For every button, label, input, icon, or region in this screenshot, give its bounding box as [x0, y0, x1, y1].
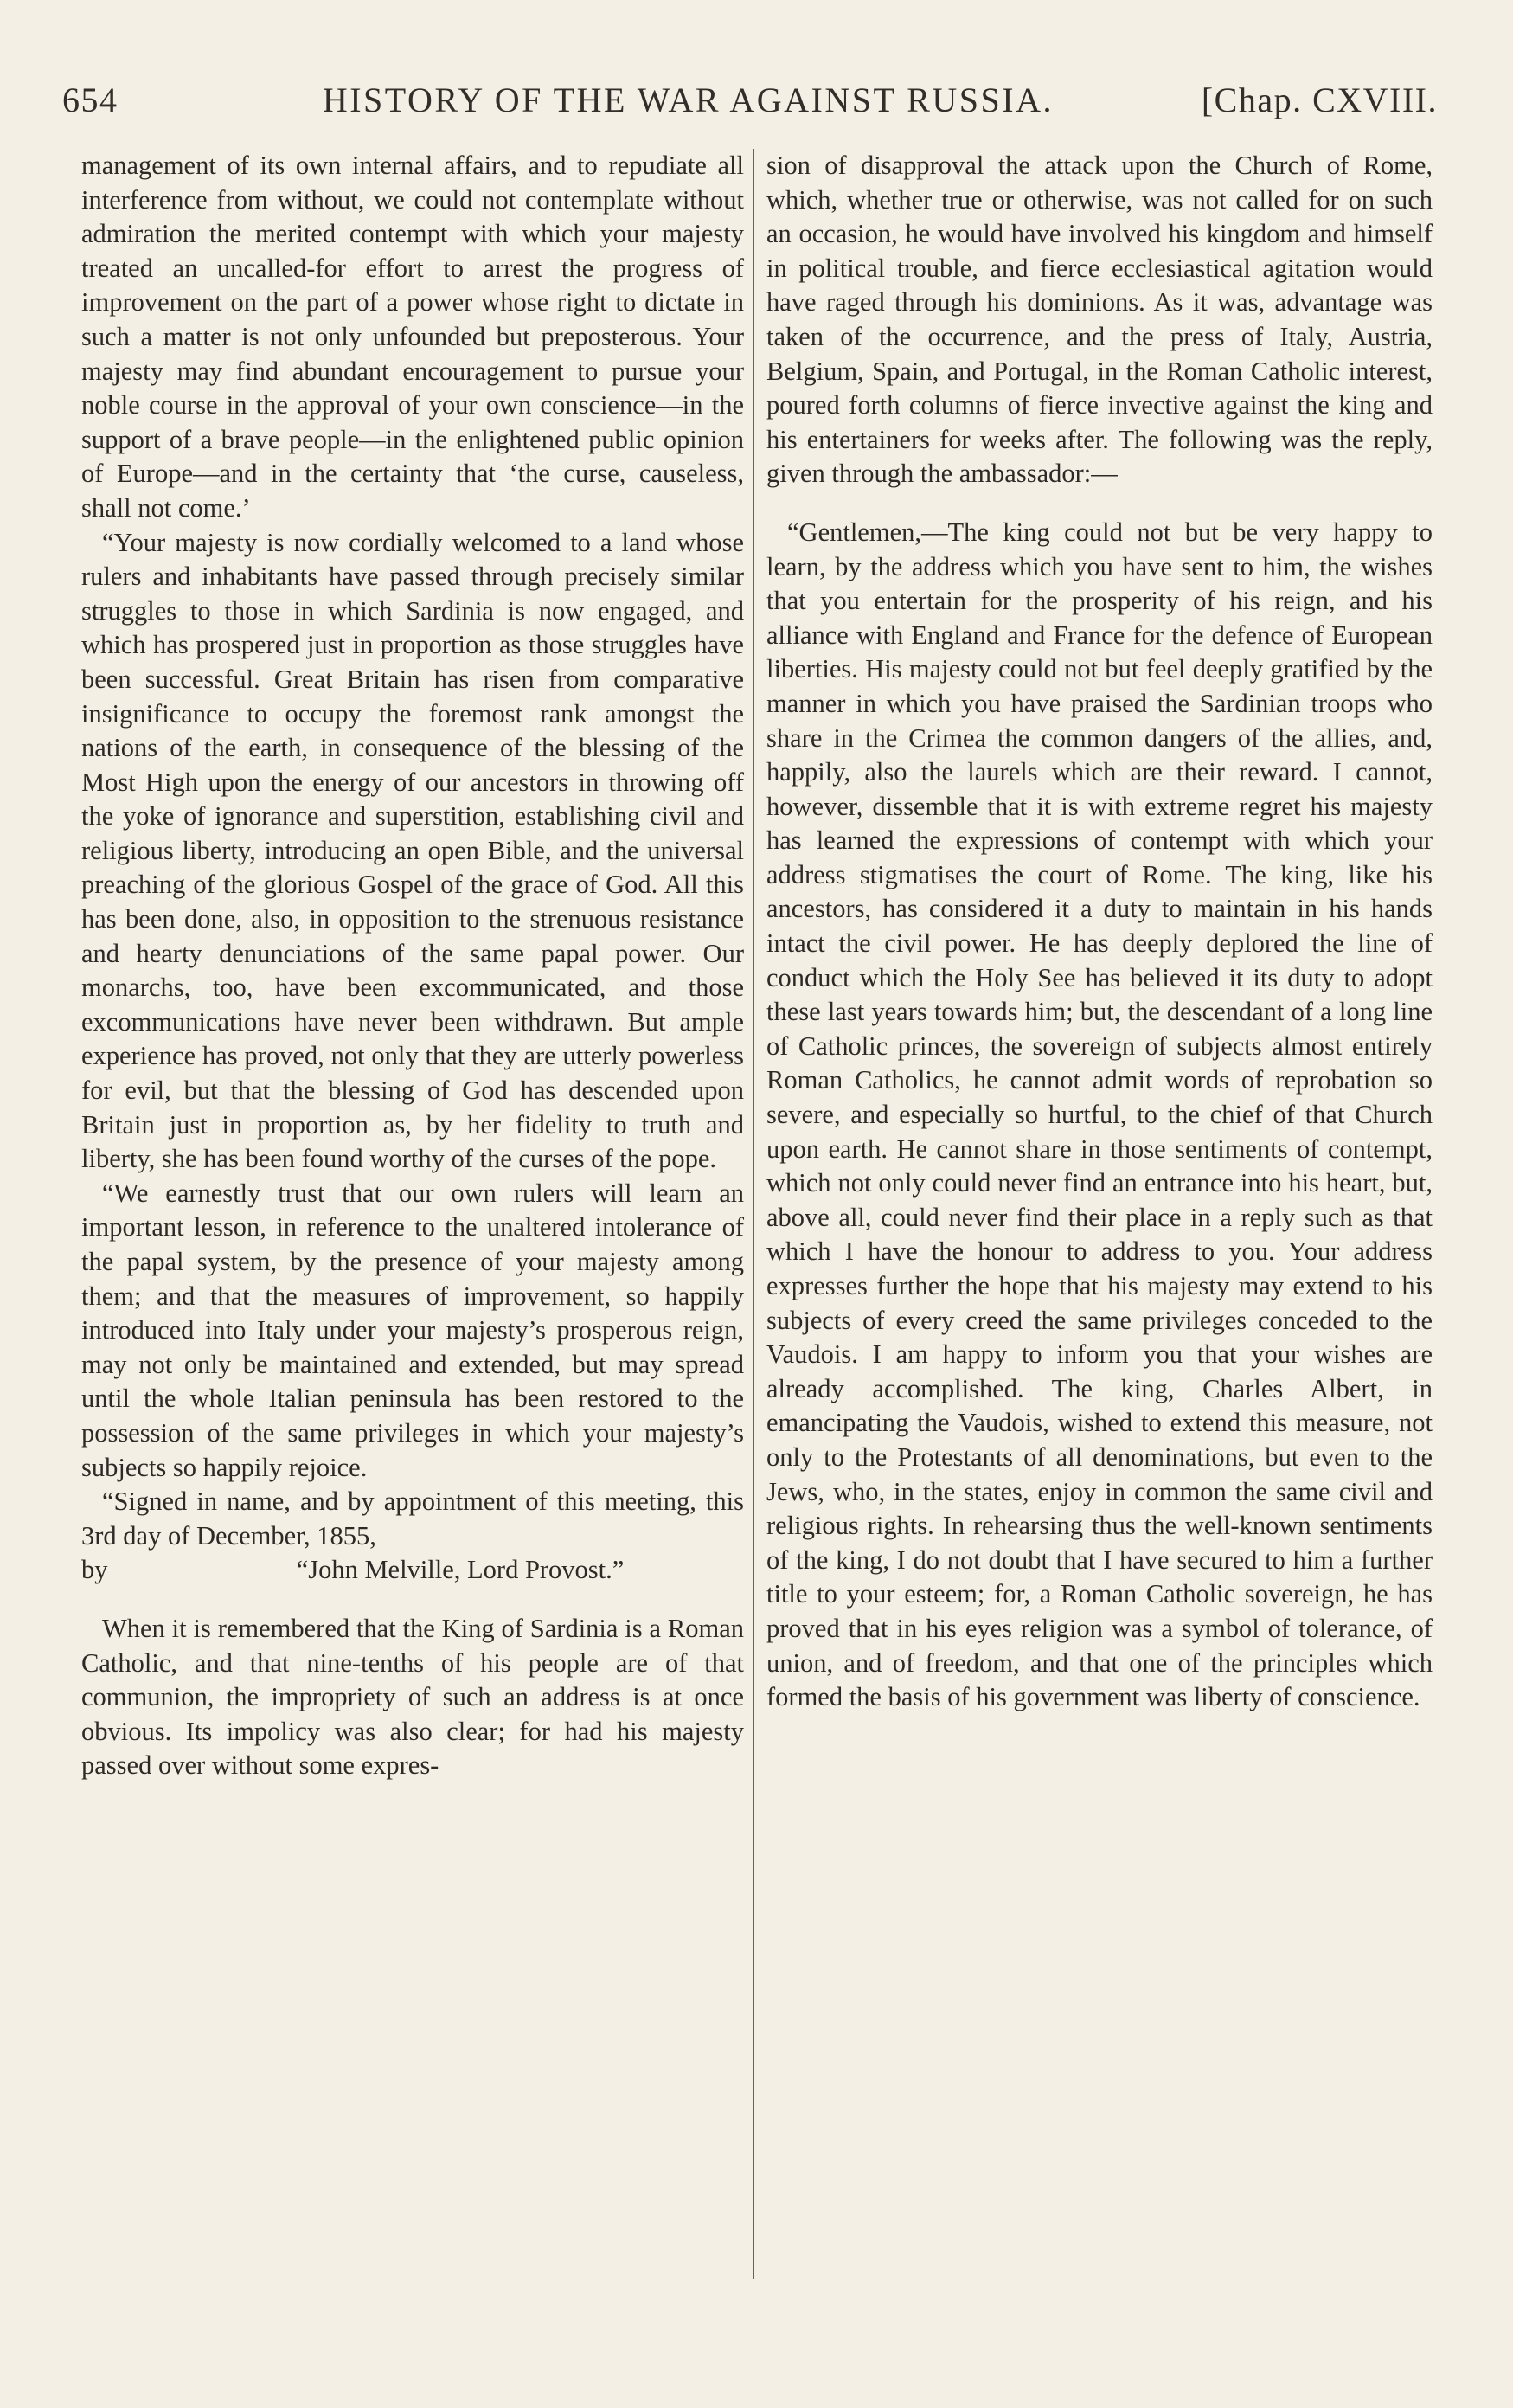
page-header: [62, 80, 1438, 132]
signature-by: by: [81, 1555, 108, 1585]
paragraph: “Gentlemen,—The king could not but be very happy to learn, by the address which you have sent to him, the wishes that you entertain for the prosperity of his reign, and his alliance with England and France for the defence of European liberties. His majesty could not but feel deeply gratified by the manner in which you have praised the Sardinian troops who share in the Crimea the common dangers of the allies, and, happily, also the laurels which are their reward. I cannot, however, dissemble that it is with extreme regret his majesty has learned the expressions of contempt with which your address stigmatises the court of Rome. The king, like his ancestors, has considered it a duty to maintain in his hands intact the civil power. He has deeply deplored the line of conduct which the Holy See has believed it its duty to adopt these last years towards him; but, the descendant of a long line of Catholic princes, the sovereign of subjects almost entirely Roman Catholics, he cannot admit words of reprobation so severe, and especially so hurtful, to the chief of that Church upon earth. He cannot share in those sentiments of contempt, which not only could never find an entrance into his heart, but, above all, could never find their place in a reply such as that which I have the honour to address to you. Your address expresses further the hope that his majesty may extend to his subjects of every creed the same privileges conceded to the Vaudois. I am happy to inform you that your wishes are already accomplished. The king, Charles Albert, in emancipating the Vaudois, wished to extend this measure, not only to the Protestants of all denominations, but even to the Jews, who, in the states, enjoy in common the same civil and religious rights. In rehearsing thus the well-known sentiments of the king, I do not doubt that I have secured to him a further title to your esteem; for, a Roman Catholic sovereign, he has proved that in his eyes religion was a symbol of tolerance, of union, and of freedom, and that one of the principles which formed the basis of his government was liberty of conscience.: [766, 517, 1433, 1712]
page-number: 654: [62, 80, 119, 119]
paragraph: “We earnestly trust that our own rulers will learn an important lesson, in reference to the unaltered intolerance of the papal system, by the presence of your majesty among them; and that the measures of improvement, so happily introduced into Italy under your majesty’s prosperous reign, may not only be maintained and extended, but may spread until the whole Italian peninsula has been restored to the possession of the same privileges in which your majesty’s subjects so happily rejoice.: [81, 1178, 744, 1482]
running-title: HISTORY OF THE WAR AGAINST RUSSIA.: [322, 80, 1054, 119]
right-column: [766, 149, 1433, 1715]
signature-line: [81, 1553, 744, 1588]
chapter-label: [Chap. CXVIII.: [1201, 80, 1438, 119]
paragraph: “Your majesty is now cordially welcomed to a land whose rulers and inhabitants have passed through precisely similar struggles to those in which Sardinia is now engaged, and which has prospered just in proportion as those struggles have been successful. Great Britain has risen from comparative insignificance to occupy the foremost rank amongst the nations of the earth, in consequence of the blessing of the Most High upon the energy of our ancestors in throwing off the yoke of ignorance and superstition, establishing civil and religious liberty, introducing an open Bible, and the universal preaching of the glorious Gospel of the grace of God. All this has been done, also, in opposition to the strenuous resistance and hearty denunciations of the same papal power. Our monarchs, too, have been excommunicated, and those excommunications have never been withdrawn. But ample experience has proved, not only that they are utterly powerless for evil, but that the blessing of God has descended upon Britain just in proportion as, by her fidelity to truth and liberty, she has been found worthy of the curses of the pope.: [81, 527, 744, 1174]
paragraph: management of its own internal affairs, and to repudiate all interference from without, we could not contemplate without admiration the merited contempt with which your majesty treated an uncalled-for effort to arrest the progress of improvement on the part of a power whose right to dictate in such a matter is not only unfounded but preposterous. Your majesty may find abundant encouragement to pursue your noble course in the approval of your own conscience—in the support of a brave people—in the enlightened public opinion of Europe—and in the certainty that ‘the curse, causeless, shall not come.’: [81, 151, 744, 523]
paragraph: When it is remembered that the King of Sardinia is a Roman Catholic, and that nine-tenths of his people are of that communion, the impropriety of such an address is at once obvious. Its impolicy was also clear; for had his majesty passed over without some expres-: [81, 1613, 744, 1781]
paragraph: sion of disapproval the attack upon the Church of Rome, which, whether true or otherwise, was not called for on such an occasion, he would have involved his kingdom and himself in political trouble, and fierce ecclesiastical agitation would have raged through his dominions. As it was, advantage was taken of the occurrence, and the press of Italy, Austria, Belgium, Spain, and Portugal, in the Roman Catholic interest, poured forth columns of fierce invective against the king and his entertainers for weeks after. The following was the reply, given through the ambassador:—: [766, 151, 1433, 489]
paragraph: “Signed in name, and by appointment of this meeting, this 3rd day of December, 1855,: [81, 1487, 744, 1551]
left-column: [81, 149, 744, 1783]
column-divider: [753, 149, 754, 2279]
signature-name: “John Melville, Lord Provost.”: [296, 1555, 625, 1585]
